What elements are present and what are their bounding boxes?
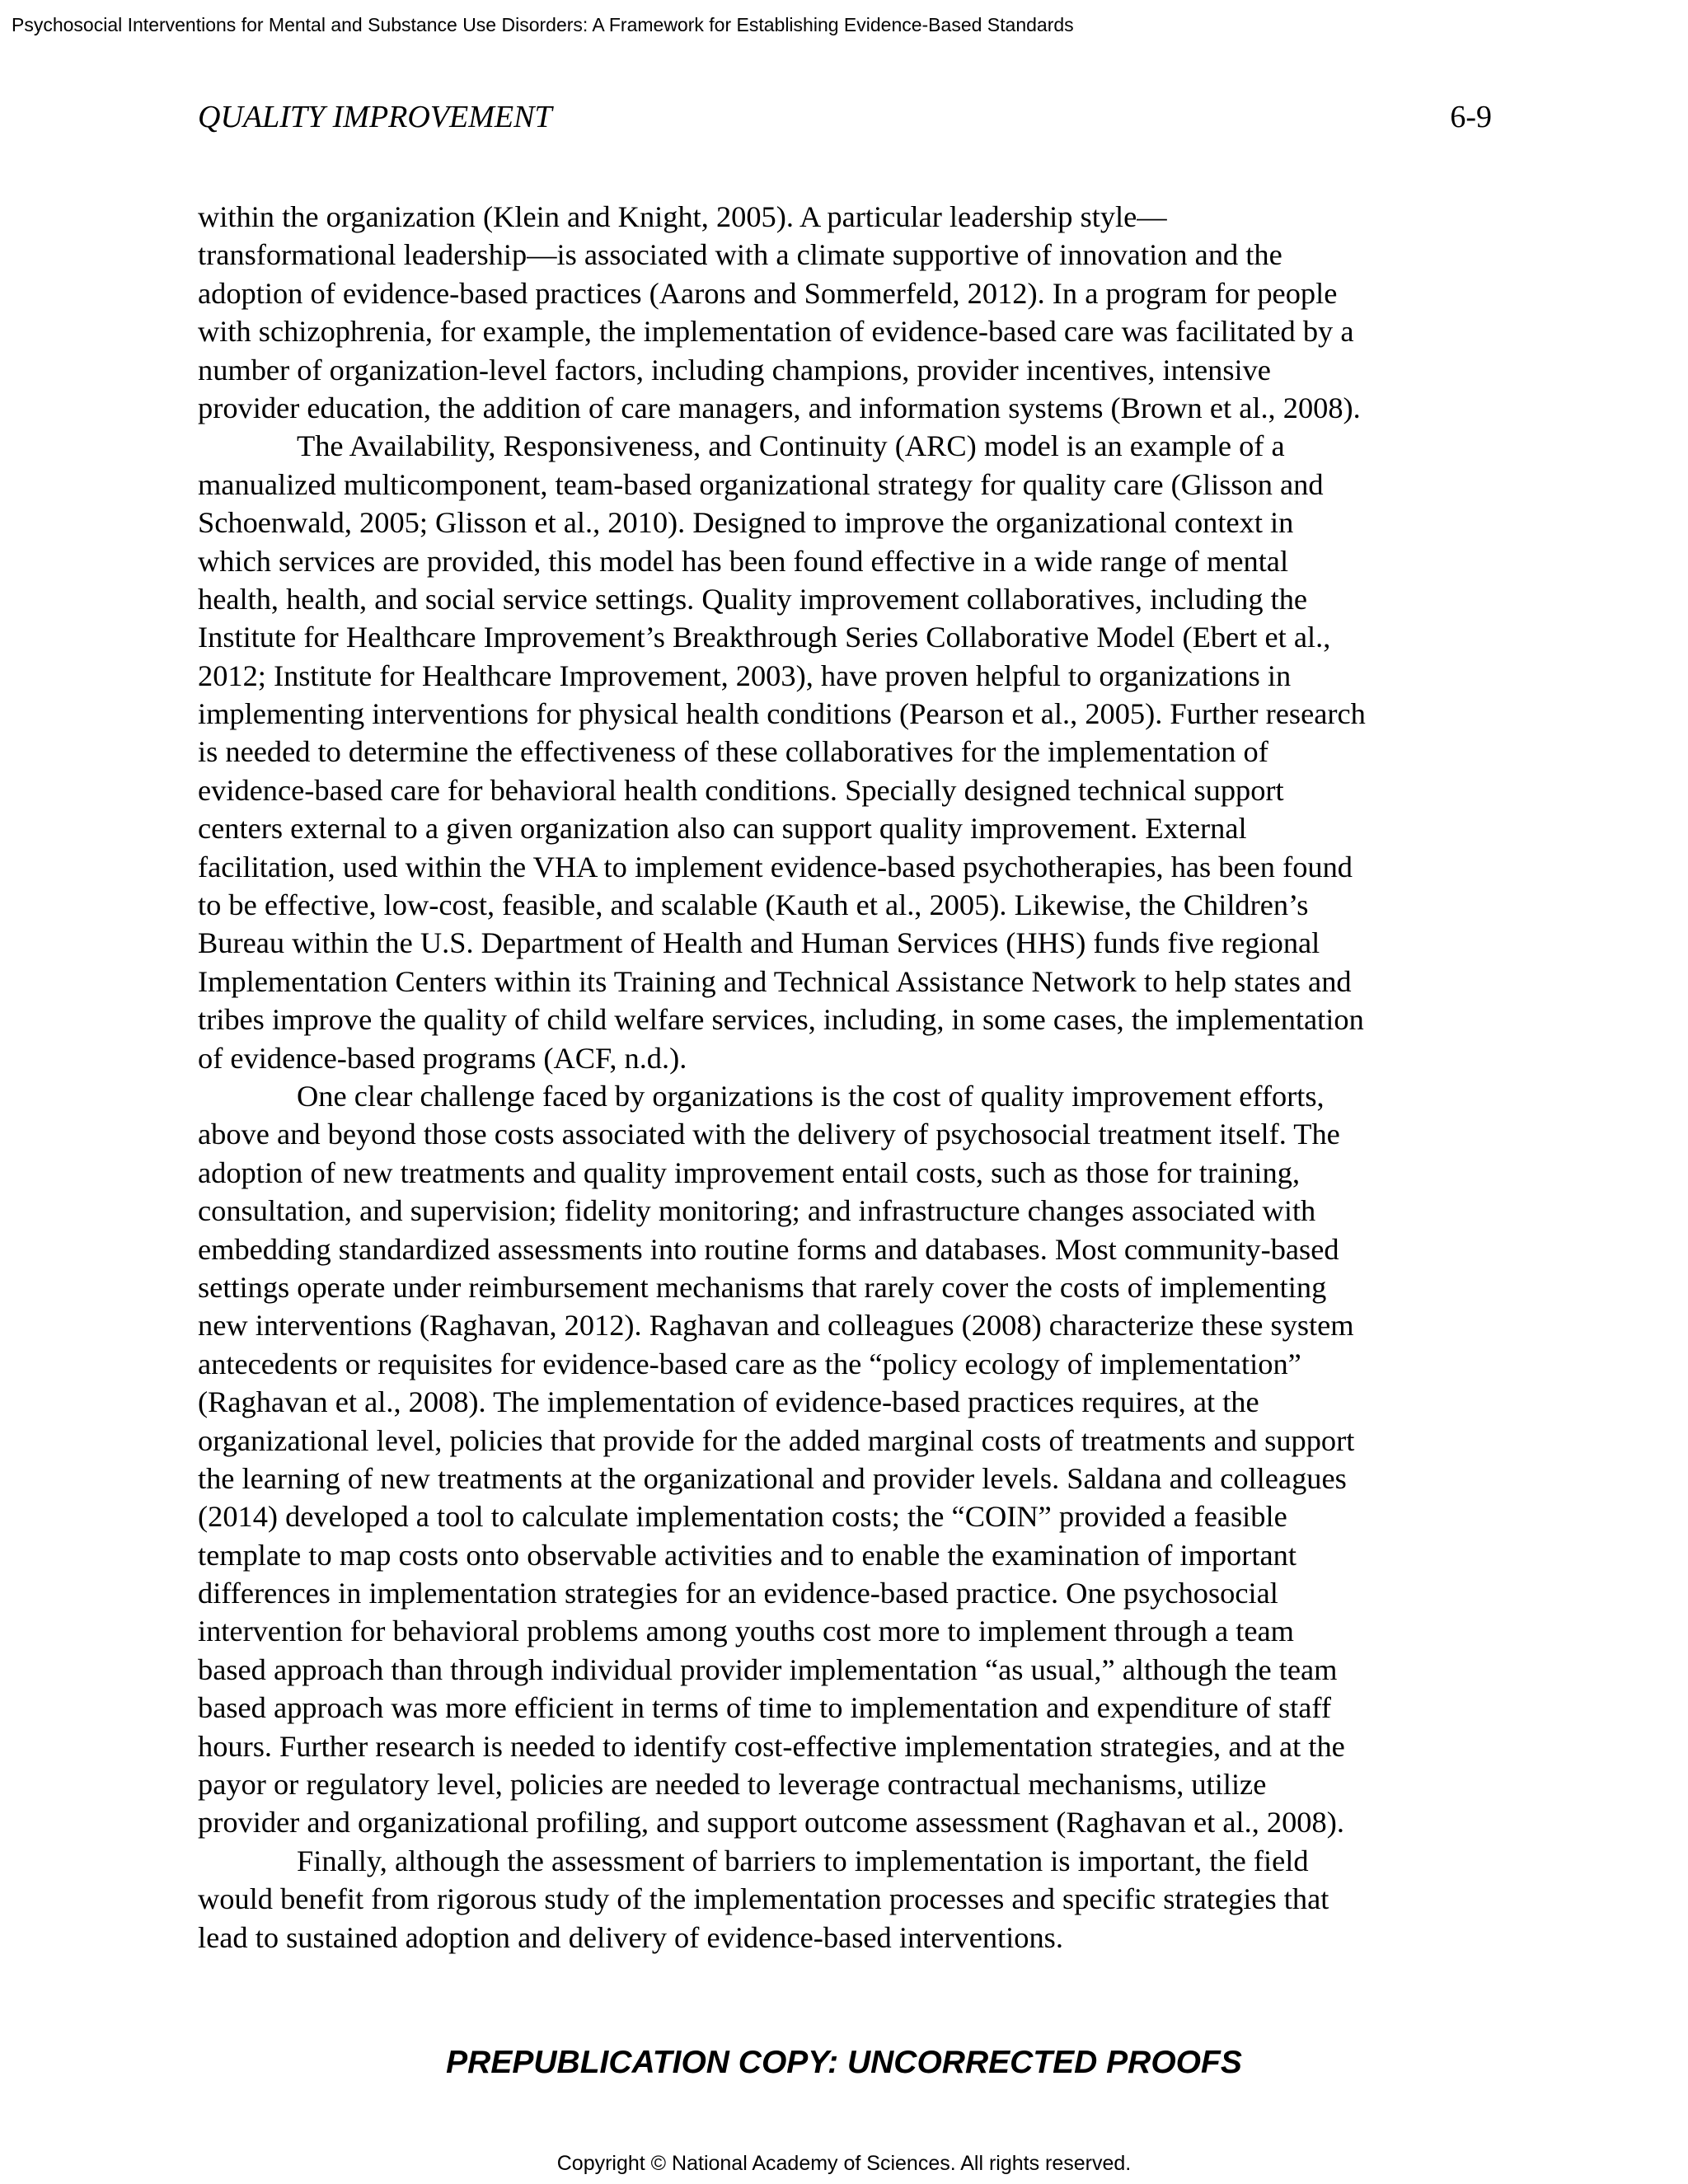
body-line: (2014) developed a tool to calculate implementation costs; the “COIN” provided a feasible: [198, 1500, 1287, 1534]
body-line: embedding standardized assessments into routine forms and databases. Most community-based: [198, 1232, 1339, 1266]
paragraph-start-line: One clear challenge faced by organizations is the cost of quality improvement efforts,: [297, 1079, 1325, 1113]
body-line: centers external to a given organization also can support quality improvement. External: [198, 812, 1247, 846]
body-line: tribes improve the quality of child welfare services, including, in some cases, the implementation: [198, 1003, 1364, 1037]
body-line: organizational level, policies that provide for the added marginal costs of treatments and support: [198, 1423, 1355, 1457]
body-line: evidence-based care for behavioral health conditions. Specially designed technical support: [198, 773, 1284, 807]
body-line: template to map costs onto observable activities and to enable the examination of important: [198, 1538, 1296, 1572]
running-header: Psychosocial Interventions for Mental and Substance Use Disorders: A Framework for Establishing Evidence-Based Standards: [12, 14, 1074, 35]
body-line: hours. Further research is needed to identify cost-effective implementation strategies, and at the: [198, 1729, 1345, 1763]
body-line: would benefit from rigorous study of the implementation processes and specific strategies that: [198, 1882, 1329, 1916]
body-line: settings operate under reimbursement mechanisms that rarely cover the costs of implementing: [198, 1270, 1327, 1304]
body-line: implementing interventions for physical health conditions (Pearson et al., 2005). Further research: [198, 697, 1366, 731]
body-line: based approach was more efficient in terms of time to implementation and expenditure of staff: [198, 1691, 1331, 1725]
body-line: of evidence-based programs (ACF, n.d.).: [198, 1041, 687, 1075]
body-line: payor or regulatory level, policies are needed to leverage contractual mechanisms, utilize: [198, 1768, 1267, 1802]
body-line: above and beyond those costs associated with the delivery of psychosocial treatment itself. The: [198, 1118, 1340, 1151]
body-line: adoption of evidence-based practices (Aarons and Sommerfeld, 2012). In a program for people: [198, 276, 1338, 310]
body-line: with schizophrenia, for example, the implementation of evidence-based care was facilitated by a: [198, 315, 1354, 349]
body-line: the learning of new treatments at the organizational and provider levels. Saldana and colleagues: [198, 1461, 1347, 1495]
paragraph-start-line: The Availability, Responsiveness, and Continuity (ARC) model is an example of a: [297, 429, 1285, 463]
page-header: [198, 97, 1492, 137]
body-line: intervention for behavioral problems among youths cost more to implement through a team: [198, 1615, 1294, 1648]
copyright-notice: Copyright © National Academy of Sciences. All rights reserved.: [556, 2152, 1132, 2175]
body-line: manualized multicomponent, team-based organizational strategy for quality care (Glisson and: [198, 467, 1324, 501]
page-number: 6-9: [1450, 100, 1492, 134]
body-line: Schoenwald, 2005; Glisson et al., 2010). Designed to improve the organizational context in: [198, 506, 1294, 540]
body-line: provider education, the addition of care managers, and information systems (Brown et al., 2008).: [198, 391, 1361, 424]
body-line: within the organization (Klein and Knight, 2005). A particular leadership style—: [198, 200, 1167, 233]
body-line: consultation, and supervision; fidelity monitoring; and infrastructure changes associated with: [198, 1194, 1316, 1228]
body-line: transformational leadership—is associated with a climate supportive of innovation and the: [198, 238, 1282, 272]
body-line: number of organization-level factors, including champions, provider incentives, intensive: [198, 353, 1271, 387]
body-line: to be effective, low-cost, feasible, and scalable (Kauth et al., 2005). Likewise, the Children’s: [198, 888, 1309, 922]
body-line: facilitation, used within the VHA to implement evidence-based psychotherapies, has been found: [198, 850, 1353, 883]
prepublication-notice: PREPUBLICATION COPY: UNCORRECTED PROOFS: [446, 2045, 1242, 2080]
body-line: based approach than through individual provider implementation “as usual,” although the team: [198, 1652, 1338, 1686]
body-text: [198, 198, 1517, 1957]
body-line: 2012; Institute for Healthcare Improvement, 2003), have proven helpful to organizations in: [198, 658, 1292, 692]
body-line: which services are provided, this model has been found effective in a wide range of mental: [198, 544, 1289, 578]
body-line: provider and organizational profiling, and support outcome assessment (Raghavan et al., 2008).: [198, 1806, 1344, 1840]
section-title: QUALITY IMPROVEMENT: [198, 100, 552, 134]
body-line: lead to sustained adoption and delivery of evidence-based interventions.: [198, 1920, 1063, 1954]
body-line: adoption of new treatments and quality improvement entail costs, such as those for training,: [198, 1155, 1301, 1189]
body-line: (Raghavan et al., 2008). The implementation of evidence-based practices requires, at the: [198, 1385, 1259, 1419]
body-line: Institute for Healthcare Improvement’s Breakthrough Series Collaborative Model (Ebert et al.,: [198, 621, 1331, 654]
body-line: antecedents or requisites for evidence-based care as the “policy ecology of implementation”: [198, 1347, 1301, 1380]
body-line: Bureau within the U.S. Department of Health and Human Services (HHS) funds five regional: [198, 926, 1320, 960]
body-line: is needed to determine the effectiveness of these collaboratives for the implementation of: [198, 735, 1268, 769]
body-line: Implementation Centers within its Training and Technical Assistance Network to help states and: [198, 964, 1352, 998]
paragraph-start-line: Finally, although the assessment of barriers to implementation is important, the field: [297, 1844, 1309, 1877]
body-line: health, health, and social service settings. Quality improvement collaboratives, including the: [198, 582, 1308, 616]
body-line: new interventions (Raghavan, 2012). Raghavan and colleagues (2008) characterize these system: [198, 1309, 1354, 1343]
body-line: differences in implementation strategies for an evidence-based practice. One psychosocial: [198, 1577, 1278, 1610]
